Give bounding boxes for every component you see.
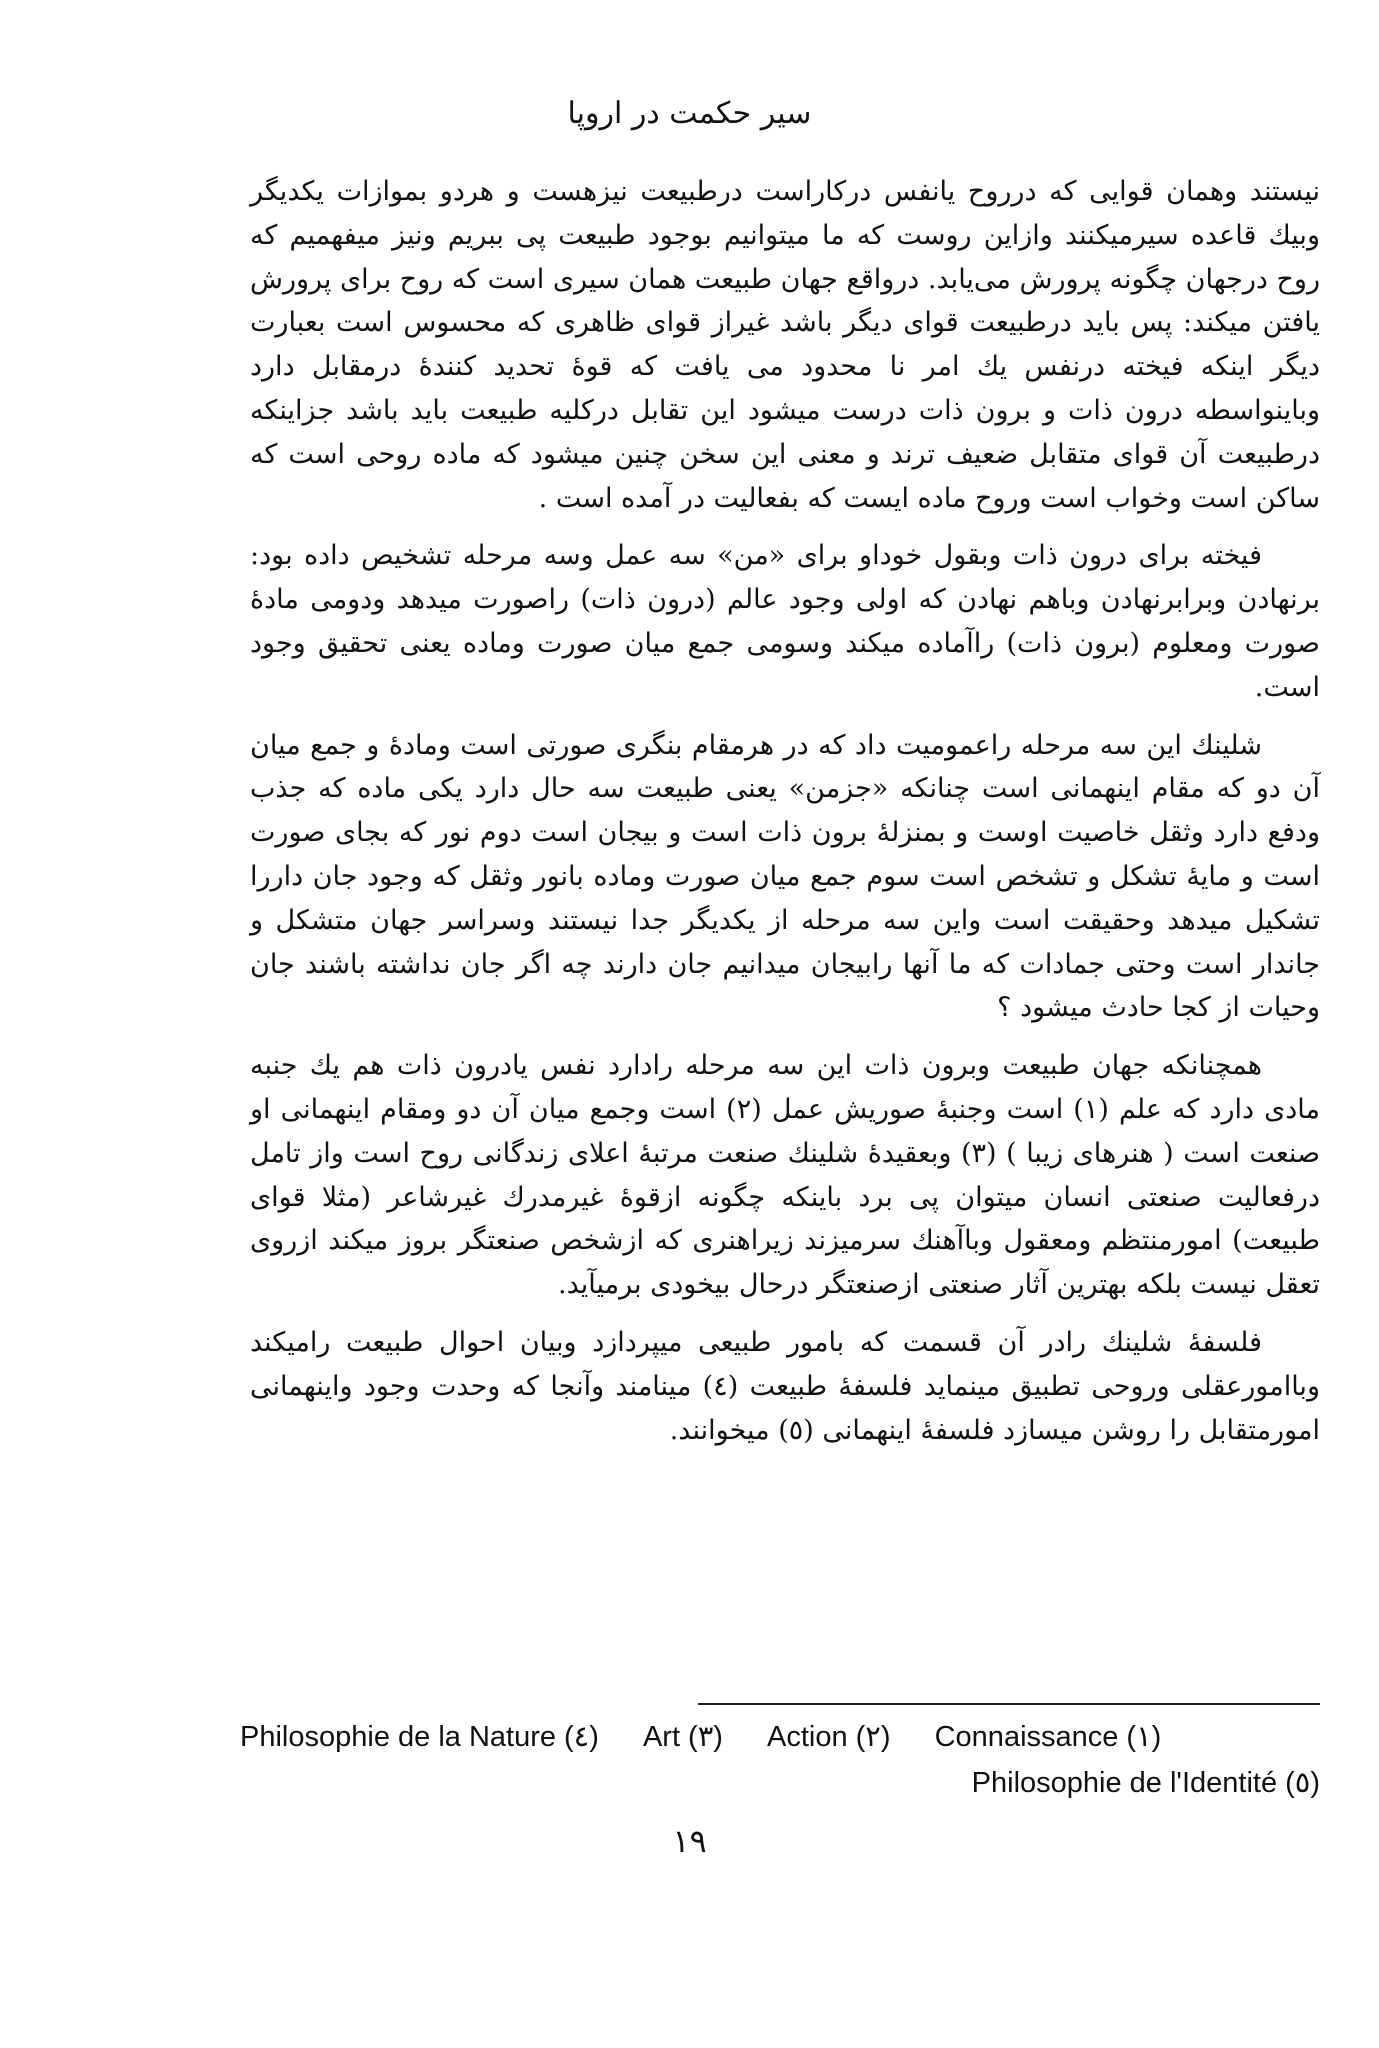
footnote-row [240, 1760, 1320, 1806]
paragraph: نیستند وهمان قوایی که درروح یانفس درکاراست درطبیعت نیزهست و هردو بموازات یکدیگر وبیك قاعده سیرمیکنند وازاین روست که ما میتوانیم بوجود طبیعت پی ببریم ونیز میفهمیم که روح درجهان چگونه پرورش می‌یابد. درواقع جهان طبیعت همان سیری است که روح برای پرورش یافتن میکند: پس باید درطبیعت قوای دیگر باشد غیراز قوای ظاهری که محسوس است بعبارت دیگر اینکه فیخته درنفس یك امر نا محدود می یافت که قوهٔ تحدید کنندهٔ درمقابل دارد وباینواسطه درون ذات و برون ذات درست میشود این تقابل درکلیه طبیعت باید باشد جزاینکه درطبیعت آن قوای متقابل ضعیف ترند و معنی این سخن چنین میشود که ماده روحی است که ساکن است وخواب است وروح ماده ایست که بفعالیت در آمده است . [250, 176, 1320, 514]
footnote-text: Art [642, 1721, 681, 1753]
page-number: ١٩ [672, 1822, 707, 1860]
footnote-item [972, 1760, 1320, 1806]
footnote-text: Philosophie de la Nature [240, 1721, 556, 1753]
running-title: سیر حکمت در اروپا [567, 96, 812, 131]
footnote-item [935, 1714, 1162, 1760]
footnote-number: (٢) [855, 1721, 891, 1753]
footnote-row [240, 1714, 1320, 1760]
footnote-item [643, 1714, 723, 1760]
paragraph: همچنانکه جهان طبیعت وبرون ذات این سه مرحله رادارد نفس یادرون ذات هم یك جنبه مادی دارد که علم (١) است وجنبهٔ صوریش عمل (٢) است وجمع میان آن دو ومقام اینهمانی او صنعت است ( هنرهای زیبا ) (٣) وبعقیدهٔ شلینك صنعت مرتبهٔ اعلای زندگانی روح است واز تامل درفعالیت صنعتی انسان میتوان پی برد باینکه چگونه ازقوهٔ غیرمدرك غیرشاعر (مثلا قوای طبیعت) امورمنتظم ومعقول وباآهنك سرمیزند زیراهنری که ازشخص صنعتگر بروز میکند ازروی تعقل نیست بلکه بهترین آثار صنعتی ازصنعتگر درحال بیخودی برمیآید. [250, 1050, 1320, 1301]
footnote-number: (١) [1126, 1721, 1162, 1753]
footnote-divider [698, 1703, 1320, 1705]
paragraph: فلسفهٔ شلینك رادر آن قسمت که بامور طبیعی میپردازد وبیان احوال طبیعت رامیکند وباامورعقلی وروحی تطبیق مینماید فلسفهٔ طبیعت (٤) مینامند وآنجا که وحدت وجود واینهمانی امورمتقابل را روشن میسازد فلسفهٔ اینهمانی (٥) میخوانند. [250, 1326, 1320, 1446]
paragraph: شلینك این سه مرحله راعمومیت داد که در هرمقام بنگری صورتی است ومادهٔ و جمع میان آن دو که مقام اینهمانی است چنانکه «جزمن» یعنی طبیعت سه حال دارد یکی ماده که جذب ودفع دارد وثقل خاصیت اوست و بمنزلهٔ برون ذات است و بیجان است دوم نور که بجای صورت است و مایهٔ تشکل و تشخص است سوم جمع میان صورت وماده بانور وثقل که وجود جان داررا تشکیل میدهد وحقیقت است واین سه مرحله از یکدیگر جدا نیستند وسراسر جهان متشکل و جاندار است وحتی جمادات که ما آنها رابیجان میدانیم جان دارند چه اگر جان نداشته باشند جان وحیات از کجا حادث میشود ؟ [250, 729, 1320, 1024]
footnote-text: Philosophie de l'Identité [971, 1767, 1278, 1799]
footnote-text: Connaissance [934, 1721, 1119, 1753]
footnotes [240, 1714, 1320, 1806]
footnote-number: (٥) [1285, 1767, 1320, 1799]
paragraph: فیخته برای درون ذات وبقول خوداو برای «من» سه عمل وسه مرحله تشخیص داده بود: برنهادن وبرابرنهادن وباهم نهادن که اولی وجود عالم (درون ذات) راصورت میدهد ودومی مادهٔ صورت ومعلوم (برون ذات) راآماده میکند وسومی جمع میان صورت وماده یعنی تحقیق وجود است. [250, 540, 1320, 703]
footnote-item [240, 1714, 599, 1760]
footnote-number: (٤) [563, 1721, 599, 1753]
footnote-text: Action [767, 1721, 848, 1753]
body-text [250, 170, 1320, 1466]
footnote-number: (٣) [688, 1721, 723, 1753]
footnote-item [767, 1714, 891, 1760]
